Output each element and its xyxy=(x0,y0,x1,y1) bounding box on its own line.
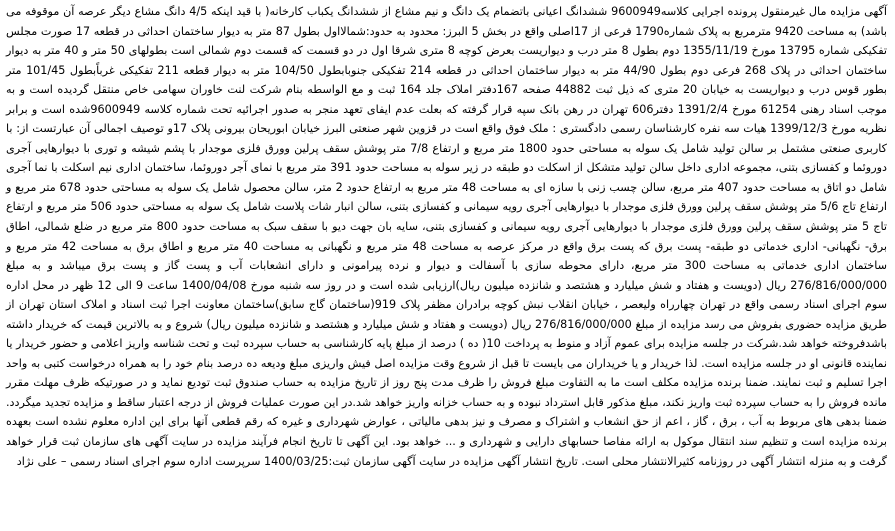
auction-notice-text: آگهی مزایده مال غیرمنقول پرونده اجرایی کلاسه9600949 ششدانگ اعیانی باتضمام یک دانگ و نیم مشاع از ششدانگ یکباب کارخانه( با قید اینکه 4/5 دانگ مشاع دیگر عرصه آن موقوفه می باشد) به مساحت 9420 مترمربع به پلاک شماره1790 فرعی از 17اصلی واقع در بخش 5 البرز: محدود به حدود:شمالااول بطول 87 متر به دیوار ساختمان احداثی در قطعه 17 صورت مجلس تفکیکی شماره 13795 مورخ 1355/11/19 دوم بطول 8 متر درب و دیواریست بعرض کوچه 8 متری شرقا اول در دو قسمت که قسمت دوم شمالی است بطولهای 50 متر و 40 متر به دیوار ساختمان احداثی در پلاک 268 فرعی دوم بطول 44/90 متر به دیوار ساختمان احداثی در قطعه 214 تفکیکی جنوبابطول 104/50 متر به دیوار قطعه 211 تفکیکی غرباًبطول 101/45 متر بطور قوس درب و دیواریست به خیابان 20 متری که ذیل ثبت 44882 صفحه 167دفتر املاک جلد 164 ثبت و مع الواسطه بنام شرکت لنت خاوران سهامی خاص منتقل گردیده است و به موجب اسناد رهنی 61254 مورخ 1391/2/4 دفتر606 تهران در رهن بانک سپه قرار گرفته که بعلت عدم ایفای تعهد منجر به صدور اجرائیه تحت شماره کلاسه 9600949شده است و برابر نظریه مورخ 1399/12/3 هیات سه نفره کارشناسان رسمی دادگستری : ملک فوق واقع است در قزوین شهر صنعتی البرز خیابان ابوریحان بیرونی پلاک 17و توصیف اجمالی آن عبارتست از: با کاربری صنعتی مشتمل بر سالن تولید شامل یک سوله به مساحتی حدود 1800 متر مربع و ارتفاع 7/8 متر پوشش سقف پرلین وورق فلزی موجدار با پشم شیشه و توری با دیوارهایی آجری دوروئما و کفسازی بتنی، مجموعه اداری داخل سالن تولید متشکل از اسکلت دو طبقه در زیر سوله به مساحت حدود 391 متر مربع با نمای آجر دوروئما، ساختمان اداری نیم اسکلت با نما آجری شامل دو اتاق به مساحت حدود 407 متر مربع، سالن چسب زنی با سازه ای به مساحت 48 متر مربع به ارتفاع حدود 2 متر، سالن محصول شامل یک سوله به مساحتی حدود 678 متر مربع و ارتفاع تاج 5/6 متر پوشش سقف پرلین وورق فلزی موجدار با دیوارهایی آجری رویه سیمانی و کفسازی بتنی، سالن انبار شات پلاست شامل یک سوله به مساحتی حدود 506 متر مربع و ارتفاع تاج 5 متر پوشش سقف پرلین وورق فلزی موجدار با دیوارهایی آجری رویه سیمانی و کفسازی بتنی، سایه بان جهت دیو با سقف سبک به مساحت حدود 800 متر مربع در ضلع شمالی، اطاق برق- نگهبانی- اداری خدماتی دو طبقه- پست برق که پست برق واقع در مرکز عرصه به مساحت 48 متر مربع و نگهبانی به مساحت 40 متر مربع و اطاق برق به مساحت 42 متر مربع و ساختمان اداری خدماتی به مساحت 300 متر مربع، دارای محوطه سازی با آسفالت و دیوار و نرده پیرامونی و دارای انشعابات آب و پست گاز و پست برق میباشد و به مبلغ 276/816/000/000 ریال (دویست و هفتاد و شش میلیارد و هشتصد و شانزده میلیون ریال)ارزیابی شده است و در روز سه شنبه مورخ 1400/04/08 ساعت 9 الی 12 ظهر در محل اداره سوم اجرای اسناد رسمی واقع در تهران چهارراه ولیعصر ، خیابان انقلاب نبش کوچه برادران مظفر پلاک 919(ساختمان گاج سابق)ساختمان معاونت اجرا ثبت اسناد و املاک استان تهران از طریق مزایده حضوری بفروش می رسد مزایده از مبلغ 276/816/000/000 ریال (دویست و هفتاد و شش میلیارد و هشتصد و شانزده میلیون ریال) شروع و به بالاترین قیمت که خریدار داشته باشدفروخته خواهد شد.شرکت در جلسه مزایده برای عموم آزاد و منوط به پرداخت 10( ده ) درصد از مبلغ پایه کارشناسی به حساب سپرده ثبت و تحت شناسه واریز اعلامی و حضور خریدار یا نماینده قانونی او در جلسه مزایده است. لذا خریدار و یا خریداران می بایست تا قبل از شروع وقت مزایده اصل فیش واریزی مبلغ ودیعه ده درصد بنام خود را به همراه درخواست کتبی به واحد اجرا تسلیم و ثبت نمایند. ضمنا برنده مزایده مکلف است ما به التفاوت مبلغ فروش را ظرف مدت پنج روز از تاریخ مزایده به حساب صندوق ثبت تودیع نماید و در صورتیکه ظرف مهلت مقرر مانده فروش را به حساب سپرده ثبت واریز نکند، مبلغ مذکور قابل استرداد نبوده و به حساب خزانه واریز خواهد شد.در این صورت عملیات فروش از درجه اعتبار ساقط و مزایده تجدید میگردد. ضمنا بدهی های مربوط به آب ، برق ، گاز ، اعم از حق انشعاب و اشتراک و مصرف و نیز بدهی مالیاتی ، عوارض شهرداری و غیره که رقم قطعی آنها برای این اداره معلوم نشده است بعهده برنده مزایده است و تنظیم سند انتقال موکول به ارائه مفاصا حسابهای دارایی و شهرداری و ... خواهد بود. این آگهی تا تاریخ انجام فرآیند مزایده در سایت آگهی های سازمان ثبت قرار خواهد گرفت و به منزله انتشار آگهی در روزنامه کثیرالانتشار محلی است. تاریخ انتشار آگهی مزایده در سایت آگهی سازمان ثبت:1400/03/25 سرپرست اداره سوم اجرای اسناد رسمی – علی نژاد xyxy=(6,5,888,468)
